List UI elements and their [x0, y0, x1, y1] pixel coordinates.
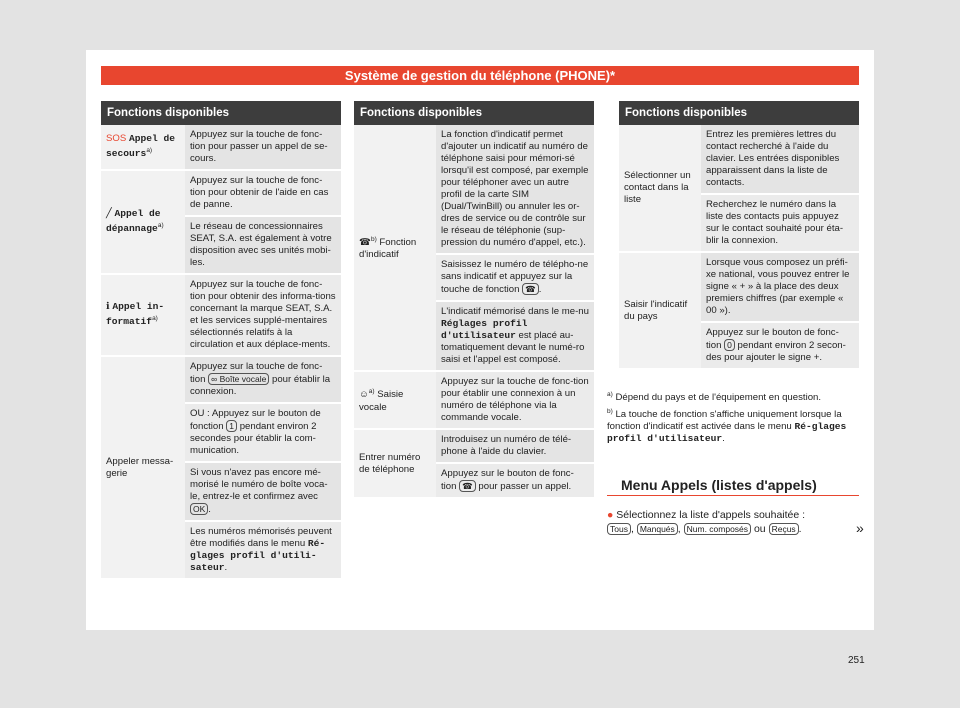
voice-icon: ☺ [359, 389, 369, 401]
row-label-sos: SOS Appel de secours$^{a)}$ [101, 125, 185, 170]
row-desc-msg-3: Si vous n'avez pas encore mé-morisé le numéro de boîte voca-le, entrez-le et confirmez avec OK . [185, 462, 341, 521]
table-header: Fonctions disponibles [101, 101, 341, 125]
section-banner: Système de gestion du téléphone (PHONE)* [101, 66, 859, 85]
continue-arrow-icon: » [856, 520, 864, 536]
row-desc-int-1: Lorsque vous composez un préfi-xe national, vous pouvez entrer le signe « + » à la place des deux premiers chiffres (par exemple « 00 »). [701, 252, 859, 322]
row-label-voice: ☺$^{a)}$ Saisie vocale [354, 371, 436, 429]
tab-tous[interactable]: Tous [607, 523, 631, 535]
page-number: 251 [848, 655, 865, 666]
footnote-a: $^{a)}$ Dépend du pays et de l'équipement en question. [607, 391, 822, 404]
footnote-b: $^{b)}$ La touche de fonction s'affiche uniquement lorsque la fonction d'indicatif est activée dans le menu Ré-glages profil d'utilisateur. [607, 408, 847, 445]
prefix-key-icon: ☎ [522, 283, 539, 295]
row-desc-num-2: Appuyez sur le bouton de fonc-tion ☎ pour passer un appel. [436, 463, 594, 498]
row-desc-sel-1: Entrez les premières lettres du contact recherché à l'aide du clavier. Les entrées disponibles apparaissent dans la liste de contacts. [701, 125, 859, 194]
row-desc-info: Appuyez sur la touche de fonc-tion pour obtenir des informa-tions concernant la marque SEAT, S.A. et les services supplé-mentaires sélectionnés relatifs à la circulation et aux déplace-ments. [185, 274, 341, 356]
row-desc-ind-1: La fonction d'indicatif permet d'ajouter un indicatif au numéro de téléphone saisi pour mémori-sé lorsqu'il est composé, par exemple pour téléphoner avec un autre profil de la carte SIM (Dual/TwinBill) ou annuler les or-dres de service ou de contrôle sur le réseau de téléphonie (sup-pression du numéro d'appel, etc.). [436, 125, 594, 254]
row-desc-msg-4: Les numéros mémorisés peuvent être modifiés dans le menu Ré-glages profil d'utili-sateur. [185, 521, 341, 579]
voicemail-key: ∞ Boîte vocale [208, 373, 269, 385]
zero-key: 0 [724, 339, 735, 351]
call-key-icon: ☎ [459, 480, 476, 492]
row-desc-ind-3: L'indicatif mémorisé dans le me-nu Réglages profil d'utilisateur est placé au-tomatiquement devant le numé-ro saisi et l'appel est composé. [436, 301, 594, 371]
info-icon: ℹ [106, 301, 110, 313]
table-header: Fonctions disponibles [354, 101, 594, 125]
row-label-info: ℹ Appel in-formatif$^{a)}$ [101, 274, 185, 356]
row-label-indicatif: ☎$^{b)}$ Fonction d'indicatif [354, 125, 436, 371]
row-label-messagerie: Appeler messa-gerie [101, 356, 185, 579]
section-heading: Menu Appels (listes d'appels) [621, 477, 817, 493]
row-desc-ind-2: Saisissez le numéro de télépho-ne sans indicatif et appuyez sur la touche de fonction ☎ . [436, 254, 594, 301]
row-desc-voice: Appuyez sur la touche de fonc-tion pour établir une connexion à un numéro de téléphone via la commande vocale. [436, 371, 594, 429]
bullet-item: ● Sélectionnez la liste d'appels souhaitée : Tous , Manqués , Num. composés ou Reçus . [607, 509, 806, 535]
table-col2 [354, 101, 594, 499]
table-col1 [101, 101, 341, 580]
row-label-depannage: ╱ Appel de dépannage$^{a)}$ [101, 170, 185, 274]
tab-manques[interactable]: Manqués [637, 523, 678, 535]
row-label-select: Sélectionner un contact dans la liste [619, 125, 701, 252]
row-label-intl: Saisir l'indicatif du pays [619, 252, 701, 369]
row-desc-depannage-1: Appuyez sur la touche de fonc-tion pour obtenir de l'aide en cas de panne. [185, 170, 341, 216]
voicemail-button-icon: 1 [226, 420, 237, 432]
row-desc-depannage-2: Le réseau de concessionnaires SEAT, S.A. est également à votre disposition avec ses unités mobi-les. [185, 216, 341, 274]
divider [607, 495, 859, 496]
row-desc-sos: Appuyez sur la touche de fonc-tion pour passer un appel de se-cours. [185, 125, 341, 170]
wrench-icon: ╱ [106, 208, 112, 220]
bullet-dot-icon: ● [607, 509, 614, 521]
phone-prefix-icon: ☎ [359, 237, 371, 249]
row-desc-num-1: Introduisez un numéro de télé-phone à l'aide du clavier. [436, 429, 594, 463]
table-header: Fonctions disponibles [619, 101, 859, 125]
tab-num-composes[interactable]: Num. composés [684, 523, 751, 535]
row-label-number: Entrer numéro de téléphone [354, 429, 436, 498]
table-col3 [619, 101, 859, 370]
row-desc-sel-2: Recherchez le numéro dans la liste des contacts puis appuyez sur le contact souhaité pour éta-blir la connexion. [701, 194, 859, 252]
row-desc-int-2: Appuyez sur le bouton de fonc-tion 0 pendant environ 2 secon-des pour ajouter le signe +. [701, 322, 859, 369]
row-desc-msg-2: OU : Appuyez sur le bouton de fonction 1 pendant environ 2 secondes pour établir la com-munication. [185, 403, 341, 462]
ok-key: OK [190, 503, 208, 515]
row-desc-msg-1: Appuyez sur la touche de fonc-tion ∞ Boîte vocale pour établir la connexion. [185, 356, 341, 403]
tab-recus[interactable]: Reçus [769, 523, 799, 535]
